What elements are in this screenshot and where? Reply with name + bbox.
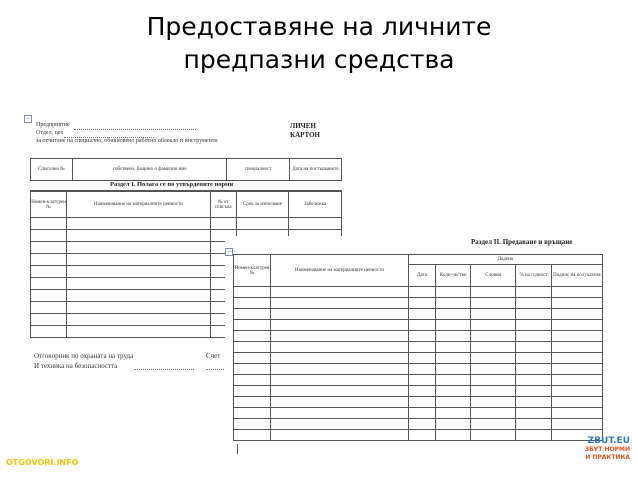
table-row — [234, 375, 603, 386]
enterprise-label: Предприятие — [36, 122, 70, 128]
card-title-1: ЛИЧЕН — [290, 122, 316, 130]
norms-header-note: Забележка — [289, 192, 342, 218]
watermark-right — [585, 436, 630, 462]
info-header-specialty: специалност — [227, 159, 289, 181]
table-row — [234, 408, 603, 419]
slide-title — [0, 10, 638, 76]
table-row — [234, 386, 603, 397]
table-row — [234, 364, 603, 375]
table-row — [234, 309, 603, 320]
slide-title-line-1: Предоставяне на личните — [146, 12, 492, 41]
table-row — [234, 331, 603, 342]
norms-header-name: Наименование на материалните ценности — [67, 192, 211, 218]
text-cursor — [237, 444, 238, 454]
footer-accountant-line — [206, 369, 226, 370]
watermark-right-site: ZBUT.EU — [587, 436, 630, 446]
handover-document — [225, 236, 607, 454]
table-anchor-icon: + — [24, 115, 32, 123]
handover-header-name: Наименование на материалните ценности — [271, 255, 409, 287]
table-row — [234, 419, 603, 430]
info-table — [30, 158, 342, 181]
enterprise-line — [74, 129, 196, 130]
handover-header-given: Дадено — [408, 255, 602, 265]
handover-subheader-qty: Коли-чество — [436, 265, 471, 287]
info-header-date: Дата на постъпването — [289, 159, 341, 181]
footer-accountant-label: Счет — [206, 352, 221, 360]
table-row — [234, 397, 603, 408]
section-1-title: Раздел I. Полага се по утвърдените норми — [110, 181, 234, 188]
table-row — [234, 298, 603, 309]
handover-table — [233, 254, 603, 441]
norms-header-nomen: Номен-клатурен № — [31, 192, 67, 218]
footer-safety-label: И техника на безопасността — [34, 362, 118, 370]
table-row — [31, 218, 342, 230]
table-anchor-icon: + — [225, 248, 233, 256]
watermark-right-line-1: ЗБУТ НОРМИ — [584, 446, 630, 453]
slide-title-line-2: предпазни средства — [183, 45, 455, 74]
purpose-label: за отчитане на специално, обикновено работно облекло и инструменти — [36, 138, 218, 144]
handover-header-nomen: Номен-клатурен № — [234, 255, 271, 287]
handover-subheader-fitness: % на годност — [516, 265, 551, 287]
table-row — [234, 430, 603, 441]
department-label: Отдел, цех — [36, 130, 64, 136]
footer-responsible-label: Отговорник по охраната на труда — [34, 352, 134, 360]
section-2-title: Раздел II. Предаване и връщане — [471, 238, 573, 246]
watermark-left: OTGOVORI.INFO — [6, 458, 79, 467]
handover-subheader-signature: Подпис на получателя — [551, 265, 602, 287]
table-row — [234, 353, 603, 364]
info-header-name: собствено, бащино и фамилно име — [72, 159, 226, 181]
norms-header-term: Срок за износване — [236, 192, 289, 218]
table-row — [234, 320, 603, 331]
norms-header-list: № от списъка — [210, 192, 236, 218]
card-title-2: КАРТОН — [290, 131, 320, 139]
handover-subheader-date: Дата — [408, 265, 435, 287]
table-row — [234, 342, 603, 353]
table-row — [234, 287, 603, 298]
watermark-right-line-2: И ПРАКТИКА — [585, 454, 630, 461]
handover-subheader-words: Словом — [471, 265, 516, 287]
footer-signature-line — [134, 369, 194, 370]
info-header-number: Списъчен № — [31, 159, 73, 181]
